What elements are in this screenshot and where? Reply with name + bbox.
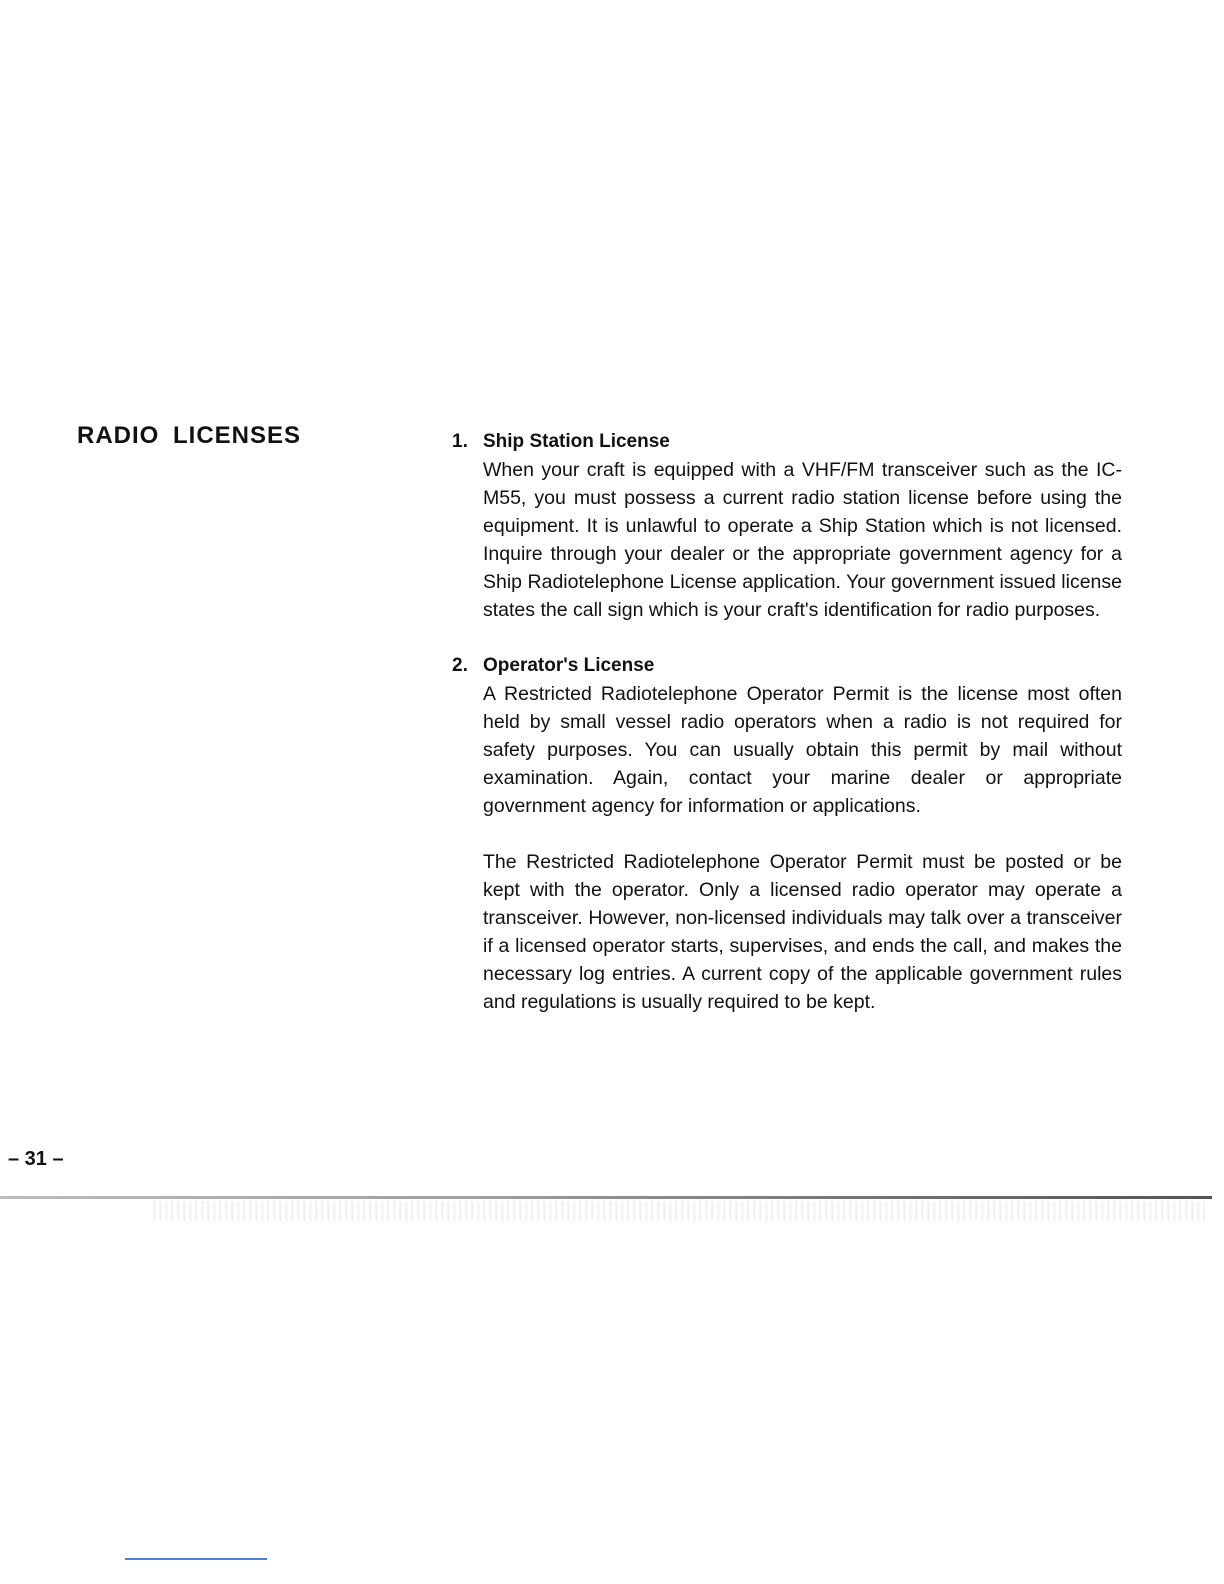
footer-rule (0, 1196, 1212, 1199)
item-heading: Operator's License (483, 655, 655, 676)
item-heading: Ship Station License (483, 431, 670, 452)
list-item-ship-station-license (452, 428, 1122, 624)
item-paragraph: A Restricted Radiotelephone Operator Permit is the license most often held by small vessel radio operators when a radio is not required for safety purposes. You can usually obtain this permit by mail without examination. Again, contact your marine dealer or appropriate government agency for information or applications. (483, 683, 1122, 817)
list-item-operators-license (452, 652, 1122, 1016)
scan-noise (150, 1201, 1205, 1221)
page-number: – 31 – (8, 1148, 64, 1170)
item-paragraph: When your craft is equipped with a VHF/FM transceiver such as the IC-M55, you must possess a current radio station license before using the equipment. It is unlawful to operate a Ship Station which is not licensed. Inquire through your dealer or the appropriate government agency for a Ship Radiotelephone License application. Your government issued license states the call sign which is your craft's identification for radio purposes. (483, 459, 1122, 621)
section-title: RADIO LICENSES (77, 422, 302, 449)
scan-edge-mark (125, 1558, 267, 1560)
item-number: 2. (452, 655, 468, 676)
item-number: 1. (452, 431, 468, 452)
license-list (452, 428, 1122, 1016)
item-paragraph: The Restricted Radiotelephone Operator Permit must be posted or be kept with the operator. Only a licensed radio operator may operate a transceiver. However, non-licensed individuals may talk over a transceiver if a licensed operator starts, supervises, and ends the call, and makes the necessary log entries. A current copy of the applicable government rules and regulations is usually required to be kept. (483, 851, 1122, 1013)
